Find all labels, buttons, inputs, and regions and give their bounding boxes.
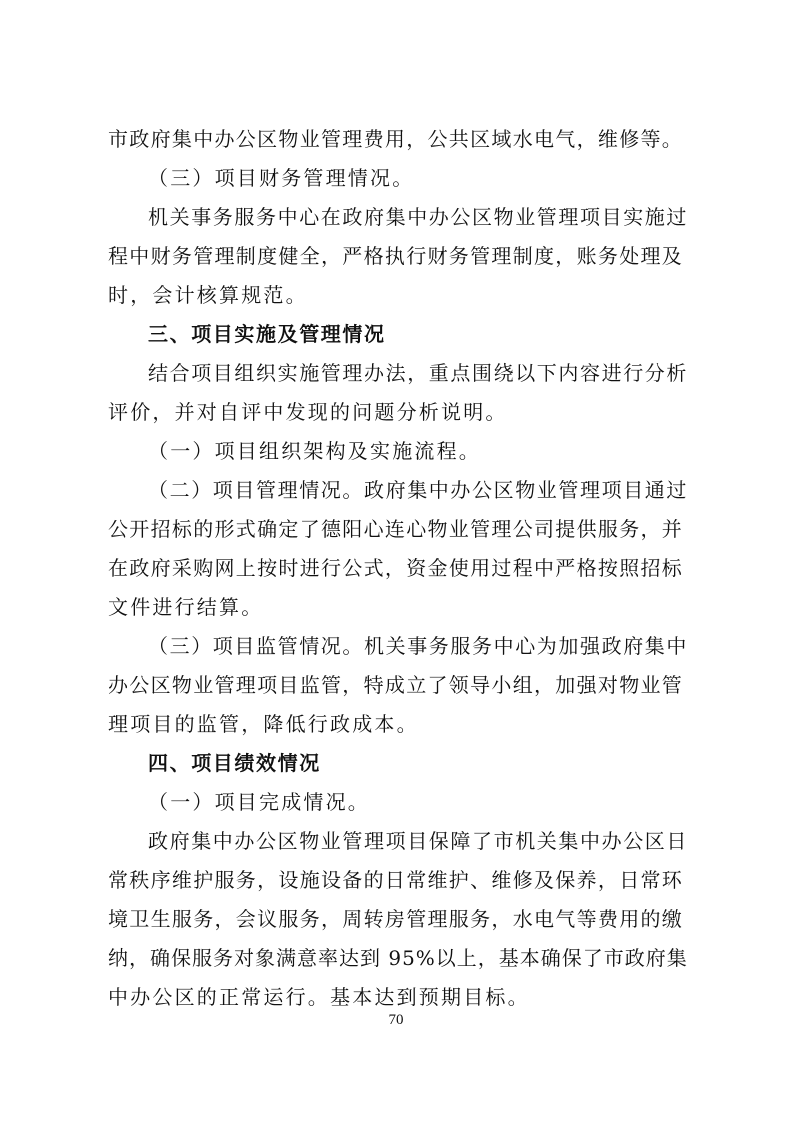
text-line: 纳，确保服务对象满意率达到 95%以上，基本确保了市政府集: [108, 946, 688, 970]
text-line: 文件进行结算。: [108, 595, 264, 619]
text-line: （一）项目完成情况。: [148, 790, 370, 814]
page-number: 70: [388, 1012, 404, 1028]
text-line: 程中财务管理制度健全，严格执行财务管理制度，账务处理及: [108, 244, 684, 268]
text-line: （三）项目监管情况。机关事务服务中心为加强政府集中: [148, 634, 688, 658]
text-line: 常秩序维护服务，设施设备的日常维护、维修及保养，日常环: [108, 868, 684, 892]
text-line: 市政府集中办公区物业管理费用，公共区域水电气，维修等。: [108, 127, 684, 151]
text-line: （二）项目管理情况。政府集中办公区物业管理项目通过: [148, 478, 688, 502]
text-line: 公开招标的形式确定了德阳心连心物业管理公司提供服务，并: [108, 517, 684, 541]
text-line: 政府集中办公区物业管理项目保障了市机关集中办公区日: [148, 829, 688, 853]
text-line: 境卫生服务，会议服务，周转房管理服务，水电气等费用的缴: [108, 907, 684, 931]
text-line: 评价，并对自评中发现的问题分析说明。: [108, 400, 508, 424]
body-text: [108, 120, 688, 1017]
text-line: 结合项目组织实施管理办法，重点围绕以下内容进行分析: [148, 361, 688, 385]
text-line: 理项目的监管，降低行政成本。: [108, 712, 419, 736]
text-line: 中办公区的正常运行。基本达到预期目标。: [108, 985, 530, 1009]
section-heading: 三、项目实施及管理情况: [148, 322, 386, 346]
text-line: 时，会计核算规范。: [108, 283, 308, 307]
section-heading: 四、项目绩效情况: [148, 751, 321, 775]
text-line: 在政府采购网上按时进行公式，资金使用过程中严格按照招标: [108, 556, 684, 580]
text-line: 办公区物业管理项目监管，特成立了领导小组，加强对物业管: [108, 673, 684, 697]
text-line: （一）项目组织架构及实施流程。: [148, 439, 481, 463]
text-line: 机关事务服务中心在政府集中办公区物业管理项目实施过: [148, 205, 688, 229]
text-line: （三）项目财务管理情况。: [148, 166, 415, 190]
